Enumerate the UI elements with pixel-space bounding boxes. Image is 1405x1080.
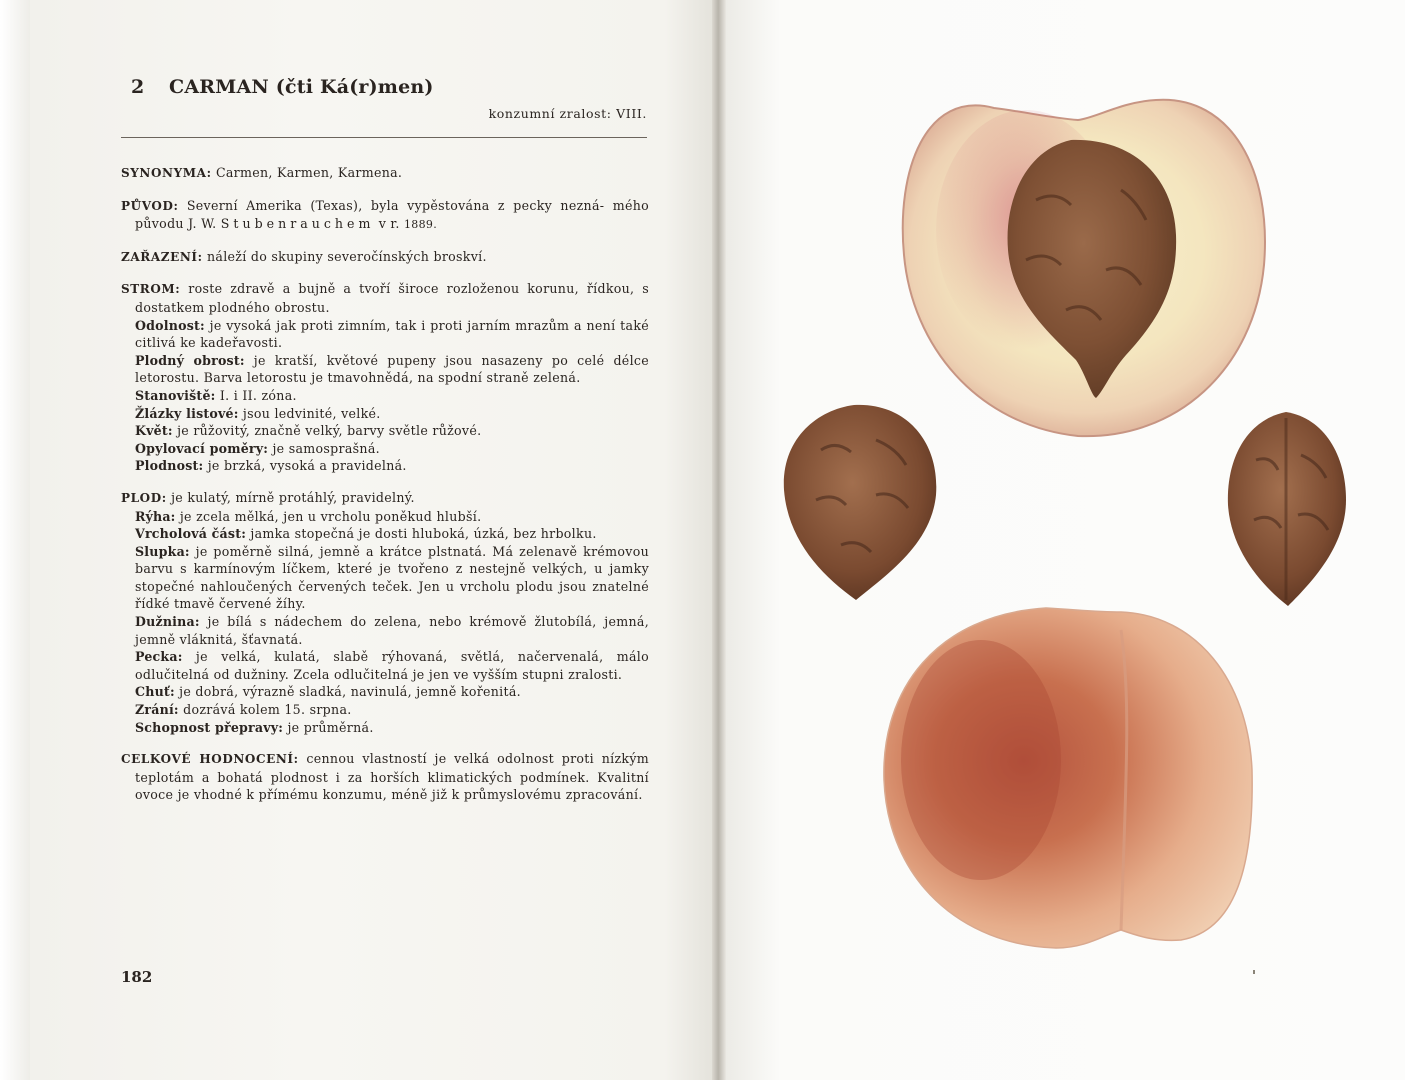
peach-illustration: [726, 0, 1405, 1080]
plod-item: [121, 525, 649, 543]
strom-item-text: jsou ledvinité, velké.: [242, 405, 381, 421]
strom-item-text: je růžovitý, značně velký, barvy světle růžové.: [177, 423, 482, 439]
whole-peach-image: [884, 608, 1252, 948]
section-strom: [121, 280, 649, 475]
strom-item: [121, 387, 649, 405]
variety-title: CARMAN (čti Ká(r)men): [169, 76, 434, 98]
strom-text: roste zdravě a bujně a tvoří široce rozloženou korunu, řídkou, s dostatkem plodného obrostu.: [135, 281, 650, 315]
strom-label: STROM:: [121, 282, 181, 297]
plod-item-label: Pecka:: [135, 649, 183, 665]
plod-item-label: Schopnost přepravy:: [135, 719, 284, 735]
plod-item: [121, 701, 649, 719]
strom-item-label: Plodný obrost:: [135, 352, 245, 368]
variety-description: [121, 164, 649, 818]
strom-item-text: je brzká, vysoká a pravidelná.: [207, 458, 407, 474]
strom-item-label: Plodnost:: [135, 458, 204, 474]
plod-item: [121, 613, 649, 648]
book-gutter: [712, 0, 726, 1080]
title-divider: [121, 137, 647, 138]
peach-stone-edge-image: [1228, 412, 1346, 606]
plod-item-text: je průměrná.: [287, 719, 374, 735]
section-zarazeni: [121, 248, 649, 267]
plod-item: [121, 719, 649, 737]
hodnoceni-text: cennou vlastností je velká odolnost proti nízkým teplotám a bohatá plodnost i za horších klimatických podmínek. Kvalitní ovoce je vhodné k přímému konzumu, méně již k průmyslovému zpracování.: [135, 751, 649, 803]
plod-item-label: Slupka:: [135, 543, 190, 559]
plod-item-text: je dobrá, výrazně sladká, navinulá, jemně kořenitá.: [179, 684, 521, 700]
puvod-label: PŮVOD:: [121, 198, 179, 213]
plod-item-text: je velká, kulatá, slabě rýhovaná, světlá, načervenalá, málo odlučitelná od dužniny. Zcela odlučitelná je jen ve vyšším stupni zralosti.: [135, 649, 649, 682]
plod-item: [121, 648, 649, 683]
strom-item: [121, 457, 649, 475]
maturity-note: konzumní zralost: VIII.: [488, 106, 647, 121]
strom-item-text: je samosprašná.: [272, 440, 380, 456]
page-edge: [0, 0, 30, 1080]
plod-text: je kulatý, mírně protáhlý, pravidelný.: [171, 489, 415, 505]
halved-peach-image: [903, 100, 1265, 436]
strom-item-label: Květ:: [135, 423, 173, 439]
strom-item: [121, 440, 649, 458]
strom-item-label: Stanoviště:: [135, 387, 216, 403]
puvod-text-b: mého původu J. W.: [135, 197, 649, 232]
plod-label: PLOD:: [121, 490, 167, 505]
puvod-text-a: Severní Amerika (Texas), byla vypěstována z pecky nezná-: [186, 197, 605, 213]
plod-item-text: dozrává kolem 15. srpna.: [183, 702, 352, 718]
section-puvod: [121, 197, 649, 234]
hodnoceni-label: CELKOVÉ HODNOCENÍ:: [121, 752, 299, 767]
plod-item-label: Rýha:: [135, 508, 176, 524]
peach-stone-side-image: [784, 405, 936, 600]
plod-item-label: Zrání:: [135, 702, 179, 718]
strom-item: [121, 422, 649, 440]
paper-speck: [1253, 970, 1255, 974]
strom-item-label: Žlázky listové:: [135, 405, 239, 421]
plod-item: [121, 683, 649, 701]
section-plod: [121, 489, 649, 736]
plod-item-text: je poměrně silná, jemně a krátce plstnatá. Má zelenavě krémovou barvu s karmínovým líčkem, které je tvořeno z nestejně velkých, u jamky stopečné nahloučených červených teček. Jen u vrcholu plodu jsou znatelné řídké tmavě červené žíhy.: [135, 543, 649, 612]
plod-item-label: Dužnina:: [135, 614, 200, 630]
strom-item-label: Odolnost:: [135, 317, 205, 333]
synonyma-label: SYNONYMA:: [121, 166, 212, 180]
strom-item: [121, 317, 649, 352]
strom-item-text: I. i II. zóna.: [219, 387, 297, 403]
plod-item-label: Chuť:: [135, 684, 175, 700]
variety-number: 2: [131, 76, 145, 98]
strom-item-text: je vysoká jak proti zimním, tak i proti jarním mrazům a není také citlivá ke kadeřavosti.: [135, 317, 649, 351]
strom-item: [121, 352, 649, 387]
page-number: 182: [121, 968, 153, 986]
zarazeni-text: náleží do skupiny severočínských broskví.: [206, 248, 487, 264]
plod-item: [121, 543, 649, 613]
page-title: [131, 76, 434, 98]
puvod-year: 1889.: [404, 218, 437, 232]
plod-item-text: je bílá s nádechem do zelena, nebo krémově žlutobílá, jemná, jemně vláknitá, šťavnatá.: [135, 614, 649, 647]
strom-item-text: je kratší, květové pupeny jsou nasazeny po celé délce letorostu. Barva letorostu je tmavohnědá, na spodní straně zelená.: [135, 352, 649, 386]
plod-item-text: jamka stopečná je dosti hluboká, úzká, bez hrbolku.: [250, 526, 597, 542]
plod-item: [121, 508, 649, 526]
strom-item: [121, 405, 649, 423]
plod-item-label: Vrcholová část:: [135, 526, 247, 542]
section-synonyma: [121, 164, 649, 183]
puvod-text-c: v r.: [378, 216, 400, 232]
zarazeni-label: ZAŘAZENÍ:: [121, 249, 203, 264]
plod-item-text: je zcela mělká, jen u vrcholu poněkud hlubší.: [179, 508, 482, 524]
breeder-name: Stubenrauchem: [220, 216, 375, 232]
section-hodnoceni: [121, 750, 649, 804]
strom-item-label: Opylovací poměry:: [135, 440, 269, 456]
synonyma-text: Carmen, Karmen, Karmena.: [215, 165, 403, 180]
